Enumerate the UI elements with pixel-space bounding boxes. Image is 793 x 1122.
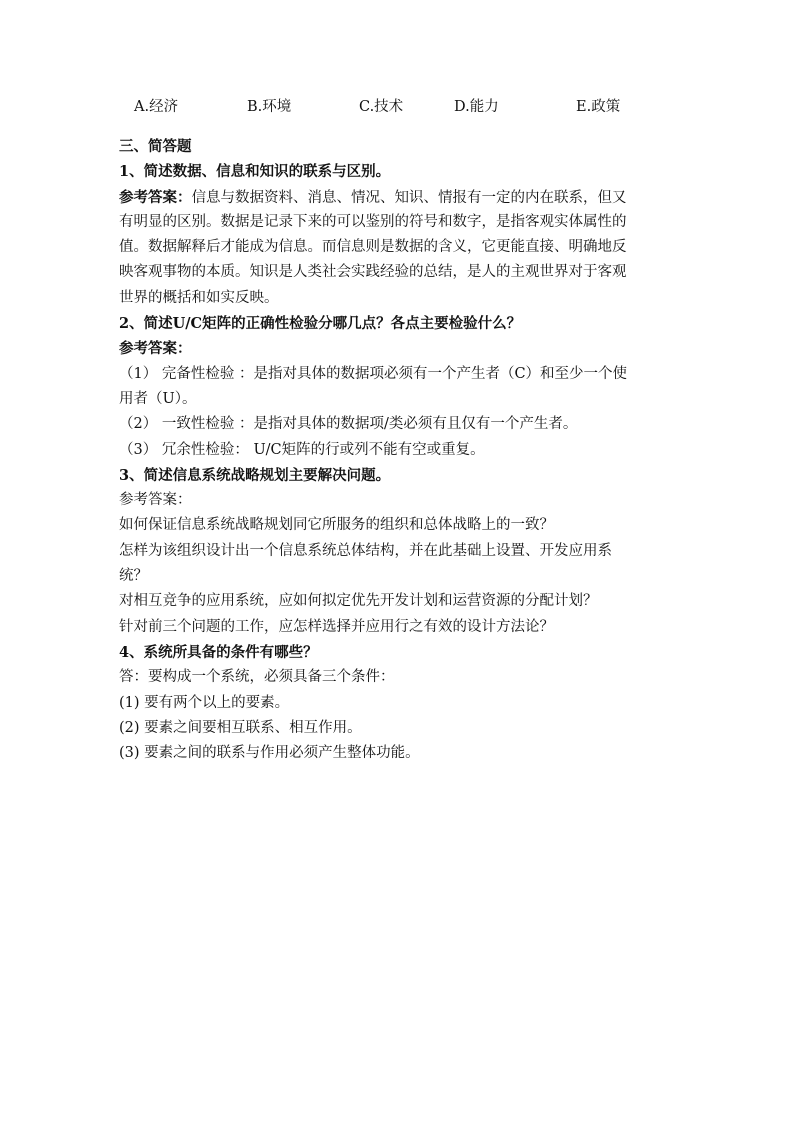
answer-options [0,95,793,119]
q2-title: 2、简述U/C矩阵的正确性检验分哪几点？各点主要检验什么？ [119,315,522,333]
q4-line: (1) 要有两个以上的要素。 [119,694,290,711]
option-c: C.技术 [359,99,404,115]
q1-answer-text: 有明显的区别。数据是记录下来的可以鉴别的符号和数字，是指客观实体属性的 [119,213,627,230]
q3-line: 怎样为该组织设计出一个信息系统总体结构，并在此基础上设置、开发应用系 [119,542,612,559]
q3-answer-label: 参考答案： [119,492,192,509]
q3-line: 如何保证信息系统战略规划同它所服务的组织和总体战略上的一致？ [119,517,554,534]
q2-item: 用者（U）。 [119,390,197,407]
short-answer-section [119,134,679,766]
q2-item: （3） 冗余性检验： U/C矩阵的行或列不能有空或重复。 [119,441,485,458]
q1-answer-label: 参考答案： [119,188,192,206]
q3-line: 对相互竞争的应用系统，应如何拟定优先开发计划和运营资源的分配计划？ [119,593,598,610]
q4-line: (3) 要素之间的联系与作用必须产生整体功能。 [119,745,420,762]
option-e: E.政策 [576,99,621,115]
q1-answer-text: 值。数据解释后才能成为信息。而信息则是数据的含义，它更能直接、明确地反 [119,239,627,256]
q3-line: 针对前三个问题的工作，应怎样选择并应用行之有效的设计方法论？ [119,618,554,635]
q1-title: 1、简述数据、信息和知识的联系与区别。 [119,163,391,181]
q1-answer-text: 信息与数据资料、消息、情况、知识、情报有一定的内在联系，但又 [191,189,627,206]
q1-answer-line [119,185,679,210]
option-a: A.经济 [134,99,179,115]
q2-item: （2） 一致性检验 ：是指对具体的数据项/类必须有且仅有一个产生者。 [119,416,578,433]
q2-answer-label: 参考答案： [119,340,192,358]
option-b: B.环境 [247,99,292,115]
q4-title: 4、系统所具备的条件有哪些？ [119,643,318,661]
q3-title: 3、简述信息系统战略规划主要解决问题。 [119,466,391,484]
q2-item: （1） 完备性检验 ：是指对具体的数据项必须有一个产生者（C）和至少一个使 [119,365,628,382]
section-title: 三、简答题 [119,138,192,155]
q1-answer-text: 世界的概括和如实反映。 [119,289,279,306]
q4-intro: 答：要构成一个系统，必须具备三个条件： [119,669,395,686]
q1-answer-text: 映客观事物的本质。知识是人类社会实践经验的总结，是人的主观世界对于客观 [119,264,627,281]
q4-line: (2) 要素之间要相互联系、相互作用。 [119,719,362,736]
option-d: D.能力 [454,99,499,115]
q3-line: 统？ [119,568,148,585]
